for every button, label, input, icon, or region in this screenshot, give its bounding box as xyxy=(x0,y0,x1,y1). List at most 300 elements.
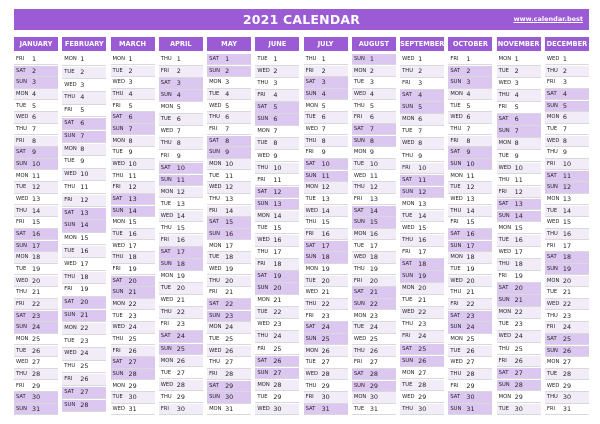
day-number: 2 xyxy=(273,67,278,76)
day-cell xyxy=(159,54,203,66)
weekday-label: SAT xyxy=(402,92,412,99)
day-number: 20 xyxy=(321,276,330,285)
day-number: 10 xyxy=(32,160,41,169)
weekday-label: THU xyxy=(257,333,269,340)
weekday-label: SAT xyxy=(209,137,219,144)
weekday-label: MON xyxy=(353,312,367,319)
weekday-label: SUN xyxy=(209,67,221,74)
day-number: 2 xyxy=(562,66,567,75)
weekday-label: TUE xyxy=(112,149,123,156)
day-cell xyxy=(207,112,251,123)
day-cell xyxy=(400,78,444,90)
day-cell xyxy=(111,217,155,228)
day-number: 28 xyxy=(321,370,330,379)
weekday-label: WED xyxy=(498,80,512,87)
day-cell xyxy=(545,182,589,193)
weekday-label: FRI xyxy=(450,219,459,226)
day-number: 27 xyxy=(225,358,234,367)
month-header: AUGUST xyxy=(352,37,396,54)
weekday-label: SUN xyxy=(546,347,558,354)
day-number: 22 xyxy=(32,300,41,309)
day-cell xyxy=(400,235,444,247)
day-cell xyxy=(62,80,106,92)
day-number: 21 xyxy=(562,288,572,297)
day-number: 6 xyxy=(562,113,567,122)
weekday-label: TUE xyxy=(450,102,461,109)
day-number: 23 xyxy=(273,320,282,329)
day-cell xyxy=(304,299,348,310)
day-cell xyxy=(400,404,444,416)
day-cell xyxy=(304,206,348,217)
day-number: 12 xyxy=(273,187,282,196)
day-number: 21 xyxy=(514,296,523,305)
weekday-label: SAT xyxy=(546,336,557,343)
day-number: 28 xyxy=(32,370,41,379)
day-number: 25 xyxy=(562,335,572,344)
day-number: 17 xyxy=(273,248,282,256)
day-number: 14 xyxy=(176,211,185,220)
weekday-label: SUN xyxy=(450,161,462,168)
day-number: 31 xyxy=(369,405,378,414)
weekday-label: SUN xyxy=(402,273,414,280)
day-number: 20 xyxy=(514,284,523,293)
weekday-label: WED xyxy=(305,207,318,214)
month-header: NOVEMBER xyxy=(497,37,541,54)
day-cell xyxy=(111,194,155,205)
day-number: 13 xyxy=(80,208,89,217)
day-number: 14 xyxy=(514,211,523,220)
day-cell xyxy=(448,182,492,193)
day-number: 14 xyxy=(128,206,137,215)
weekday-label: WED xyxy=(16,196,29,203)
calendar-header xyxy=(14,9,589,30)
day-cell xyxy=(304,147,348,158)
day-number: 18 xyxy=(176,260,185,269)
weekday-label: WED xyxy=(257,236,270,243)
day-cell xyxy=(352,276,396,287)
weekday-label: TUE xyxy=(257,309,268,316)
weekday-label: TUE xyxy=(64,158,75,165)
weekday-label: SAT xyxy=(450,149,461,156)
day-cell xyxy=(111,171,155,182)
day-cell xyxy=(159,199,203,211)
weekday-label: WED xyxy=(402,393,415,400)
day-cell xyxy=(400,187,444,199)
weekday-label: FRI xyxy=(209,371,218,378)
day-cell xyxy=(255,295,299,307)
day-cell xyxy=(304,136,348,147)
day-cell xyxy=(545,334,589,345)
weekday-label: FRI xyxy=(160,152,169,159)
day-cell xyxy=(352,136,396,147)
day-cell xyxy=(159,163,203,175)
day-number: 29 xyxy=(225,381,234,390)
weekday-label: SAT xyxy=(402,261,412,268)
weekday-label: FRI xyxy=(353,277,362,284)
day-number: 20 xyxy=(466,276,475,285)
day-cell xyxy=(111,346,155,357)
day-cell xyxy=(400,102,444,114)
weekday-label: FRI xyxy=(546,79,556,86)
day-number: 24 xyxy=(369,323,378,332)
day-number: 14 xyxy=(32,206,41,215)
weekday-label: WED xyxy=(450,114,463,121)
day-number: 5 xyxy=(176,103,181,112)
day-cell xyxy=(497,235,541,247)
day-cell xyxy=(111,77,155,88)
day-cell xyxy=(448,241,492,252)
day-number: 14 xyxy=(225,206,234,215)
weekday-label: TUE xyxy=(305,359,316,366)
weekday-label: FRI xyxy=(257,176,266,183)
day-cell xyxy=(448,392,492,403)
weekday-label: FRI xyxy=(160,321,169,328)
day-number: 1 xyxy=(32,55,37,63)
weekday-label: SAT xyxy=(450,231,461,238)
day-cell xyxy=(62,144,106,156)
month-header: MARCH xyxy=(111,37,155,54)
day-number: 7 xyxy=(369,125,374,134)
weekday-label: MON xyxy=(64,324,77,331)
day-number: 21 xyxy=(80,310,89,319)
weekday-label: FRI xyxy=(16,137,25,144)
weekday-label: SUN xyxy=(257,116,269,123)
day-cell xyxy=(497,126,541,138)
weekday-label: SAT xyxy=(16,312,26,319)
day-cell xyxy=(62,310,106,322)
day-number: 12 xyxy=(418,187,427,196)
day-number: 25 xyxy=(128,335,137,344)
weekday-label: TUE xyxy=(305,114,316,121)
weekday-label: WED xyxy=(257,68,270,75)
day-cell xyxy=(400,331,444,343)
weekday-label: FRI xyxy=(64,196,73,203)
day-cell xyxy=(400,295,444,307)
day-number: 28 xyxy=(225,370,234,379)
day-cell xyxy=(497,356,541,368)
day-number: 17 xyxy=(176,248,185,256)
day-cell xyxy=(448,346,492,357)
day-number: 9 xyxy=(418,151,423,160)
day-cell xyxy=(62,131,106,143)
day-cell xyxy=(352,381,396,392)
day-cell xyxy=(255,163,299,175)
weekday-label: MON xyxy=(402,369,415,376)
day-number: 8 xyxy=(128,136,133,145)
day-number: 4 xyxy=(273,91,278,100)
weekday-label: SAT xyxy=(209,301,219,308)
day-cell xyxy=(448,112,492,123)
weekday-label: THU xyxy=(209,359,220,366)
day-number: 4 xyxy=(514,91,519,100)
day-cell xyxy=(255,307,299,319)
day-number: 6 xyxy=(32,113,37,122)
day-number: 19 xyxy=(514,272,523,281)
day-cell xyxy=(14,136,58,147)
day-cell xyxy=(497,54,541,66)
weekday-label: FRI xyxy=(546,406,556,413)
weekday-label: FRI xyxy=(112,102,121,109)
weekday-label: MON xyxy=(112,219,125,226)
day-number: 22 xyxy=(80,323,89,332)
day-number: 5 xyxy=(225,101,230,110)
weekday-label: THU xyxy=(160,224,172,231)
weekday-label: THU xyxy=(498,92,510,99)
day-number: 2 xyxy=(369,66,374,75)
day-cell xyxy=(497,78,541,90)
day-cell xyxy=(352,77,396,88)
weekday-label: FRI xyxy=(257,345,266,352)
day-number: 9 xyxy=(321,148,326,157)
day-number: 25 xyxy=(32,335,41,344)
day-number: 4 xyxy=(225,90,230,99)
day-cell xyxy=(545,287,589,298)
day-number: 13 xyxy=(369,195,378,204)
day-cell xyxy=(14,346,58,357)
day-number: 19 xyxy=(369,265,378,274)
day-number: 23 xyxy=(562,311,572,320)
weekday-label: SUN xyxy=(402,104,414,111)
weekday-label: MON xyxy=(160,104,174,111)
weekday-label: WED xyxy=(160,212,174,219)
weekday-label: MON xyxy=(305,266,319,273)
weekday-label: THU xyxy=(112,91,124,98)
weekday-label: WED xyxy=(209,102,222,109)
day-number: 10 xyxy=(225,160,234,169)
day-cell xyxy=(14,101,58,112)
day-cell xyxy=(448,252,492,263)
day-number: 7 xyxy=(514,127,519,136)
day-cell xyxy=(62,284,106,296)
day-cell xyxy=(62,92,106,104)
day-cell xyxy=(255,114,299,126)
weekday-label: MON xyxy=(353,394,367,401)
month-header: DECEMBER xyxy=(545,37,589,54)
weekday-label: SAT xyxy=(353,289,364,296)
day-number: 8 xyxy=(273,139,278,148)
day-number: 4 xyxy=(369,90,374,99)
weekday-label: TUE xyxy=(498,152,509,159)
day-cell xyxy=(159,138,203,150)
weekday-label: SAT xyxy=(112,277,123,284)
weekday-label: SUN xyxy=(209,394,221,401)
day-number: 8 xyxy=(80,144,85,153)
day-number: 12 xyxy=(128,183,137,192)
day-number: 28 xyxy=(466,370,475,379)
weekday-label: THU xyxy=(546,149,558,156)
weekday-label: THU xyxy=(112,254,124,261)
weekday-label: MON xyxy=(498,393,512,400)
day-number: 21 xyxy=(225,288,234,297)
day-cell xyxy=(111,182,155,193)
day-number: 24 xyxy=(176,332,185,341)
weekday-label: MON xyxy=(450,172,463,179)
day-cell xyxy=(448,276,492,287)
day-cell xyxy=(207,276,251,287)
day-cell xyxy=(62,336,106,348)
day-number: 8 xyxy=(466,136,471,145)
day-cell xyxy=(304,112,348,123)
weekday-label: SAT xyxy=(498,285,509,292)
day-number: 20 xyxy=(369,276,378,285)
day-number: 26 xyxy=(225,346,234,355)
weekday-label: TUE xyxy=(112,67,123,74)
day-number: 10 xyxy=(128,160,137,169)
day-cell xyxy=(545,369,589,380)
day-cell xyxy=(352,229,396,240)
weekday-label: MON xyxy=(546,277,560,284)
day-number: 19 xyxy=(562,265,572,274)
weekday-label: MON xyxy=(64,235,77,242)
day-cell xyxy=(255,247,299,259)
weekday-label: SAT xyxy=(305,161,316,168)
weekday-label: SUN xyxy=(160,176,172,183)
day-number: 29 xyxy=(418,392,427,401)
weekday-label: SUN xyxy=(64,132,76,139)
weekday-label: THU xyxy=(498,176,510,183)
weekday-label: THU xyxy=(160,140,172,147)
weekday-label: SUN xyxy=(353,219,365,226)
day-cell xyxy=(111,287,155,298)
day-cell xyxy=(497,187,541,199)
day-number: 7 xyxy=(128,125,133,134)
weekday-label: SUN xyxy=(16,406,27,413)
day-cell xyxy=(111,369,155,380)
day-cell xyxy=(62,259,106,271)
weekday-label: SAT xyxy=(257,188,268,195)
day-cell xyxy=(352,322,396,333)
weekday-label: SAT xyxy=(498,116,509,123)
weekday-label: MON xyxy=(16,336,29,343)
weekday-label: TUE xyxy=(353,79,365,86)
weekday-label: MON xyxy=(353,231,367,238)
day-number: 23 xyxy=(32,311,41,320)
weekday-label: FRI xyxy=(257,92,266,99)
month-header: OCTOBER xyxy=(448,37,492,54)
day-number: 25 xyxy=(369,335,378,344)
day-number: 17 xyxy=(32,241,41,250)
day-cell xyxy=(159,392,203,404)
weekday-label: MON xyxy=(305,347,319,354)
day-cell xyxy=(62,67,106,79)
day-number: 25 xyxy=(80,362,89,371)
day-cell xyxy=(545,311,589,322)
weekday-label: TUE xyxy=(498,405,509,412)
day-cell xyxy=(14,147,58,158)
weekday-label: TUE xyxy=(112,231,123,238)
day-cell xyxy=(159,404,203,416)
day-cell xyxy=(545,54,589,65)
weekday-label: TUE xyxy=(353,406,365,413)
weekday-label: MON xyxy=(112,137,125,144)
day-cell xyxy=(14,77,58,88)
day-number: 14 xyxy=(466,206,475,215)
day-number: 10 xyxy=(418,163,427,172)
day-cell xyxy=(448,381,492,392)
day-cell xyxy=(545,194,589,205)
day-cell xyxy=(207,381,251,392)
site-link[interactable]: www.calendar.best xyxy=(513,15,583,23)
day-cell xyxy=(497,295,541,307)
day-number: 8 xyxy=(321,136,326,145)
weekday-label: SUN xyxy=(498,212,510,219)
day-number: 24 xyxy=(321,323,330,332)
day-number: 23 xyxy=(80,336,89,345)
day-cell xyxy=(448,101,492,112)
day-number: 7 xyxy=(466,125,471,134)
day-number: 15 xyxy=(514,223,523,232)
day-cell xyxy=(207,346,251,357)
day-cell xyxy=(304,357,348,368)
calendar-title: 2021 CALENDAR xyxy=(242,12,361,27)
weekday-label: TUE xyxy=(112,394,123,401)
day-number: 15 xyxy=(225,218,234,227)
day-number: 26 xyxy=(562,346,572,355)
weekday-label: MON xyxy=(160,188,174,195)
weekday-label: THU xyxy=(546,394,558,401)
day-number: 28 xyxy=(562,370,572,379)
weekday-label: THU xyxy=(402,321,413,328)
weekday-label: THU xyxy=(402,152,413,159)
day-cell xyxy=(497,283,541,295)
day-cell xyxy=(111,334,155,345)
weekday-label: FRI xyxy=(353,359,362,366)
weekday-label: TUE xyxy=(160,285,172,292)
weekday-label: THU xyxy=(498,261,510,268)
day-number: 11 xyxy=(225,171,234,180)
day-cell xyxy=(14,54,58,65)
weekday-label: SUN xyxy=(546,102,558,109)
day-cell xyxy=(400,368,444,380)
day-cell xyxy=(14,392,58,403)
day-number: 18 xyxy=(80,272,89,281)
weekday-label: TUE xyxy=(498,321,509,328)
day-number: 21 xyxy=(418,296,427,305)
weekday-label: WED xyxy=(305,371,318,378)
weekday-label: SAT xyxy=(402,176,412,183)
day-cell xyxy=(207,101,251,112)
weekday-label: THU xyxy=(546,67,558,74)
day-cell xyxy=(62,272,106,284)
day-cell xyxy=(304,404,348,415)
day-cell xyxy=(111,392,155,403)
day-cell xyxy=(159,380,203,392)
day-number: 30 xyxy=(321,393,330,402)
weekday-label: SUN xyxy=(402,188,414,195)
day-cell xyxy=(545,112,589,123)
day-number: 18 xyxy=(514,260,523,269)
weekday-label: SUN xyxy=(112,207,124,214)
weekday-label: WED xyxy=(305,289,318,296)
weekday-label: MON xyxy=(450,254,463,261)
day-number: 28 xyxy=(128,370,137,379)
day-number: 28 xyxy=(514,380,523,389)
day-number: 30 xyxy=(418,404,427,413)
day-cell xyxy=(255,138,299,150)
weekday-label: THU xyxy=(402,68,413,75)
weekday-label: TUE xyxy=(450,266,461,273)
day-cell xyxy=(304,66,348,77)
day-cell xyxy=(207,287,251,298)
month-column-june xyxy=(255,37,299,416)
day-number: 17 xyxy=(418,248,427,256)
day-number: 14 xyxy=(273,211,282,220)
day-number: 26 xyxy=(369,346,378,355)
day-number: 23 xyxy=(128,311,137,320)
day-number: 9 xyxy=(32,148,37,157)
day-cell xyxy=(62,233,106,245)
day-cell xyxy=(207,54,251,65)
